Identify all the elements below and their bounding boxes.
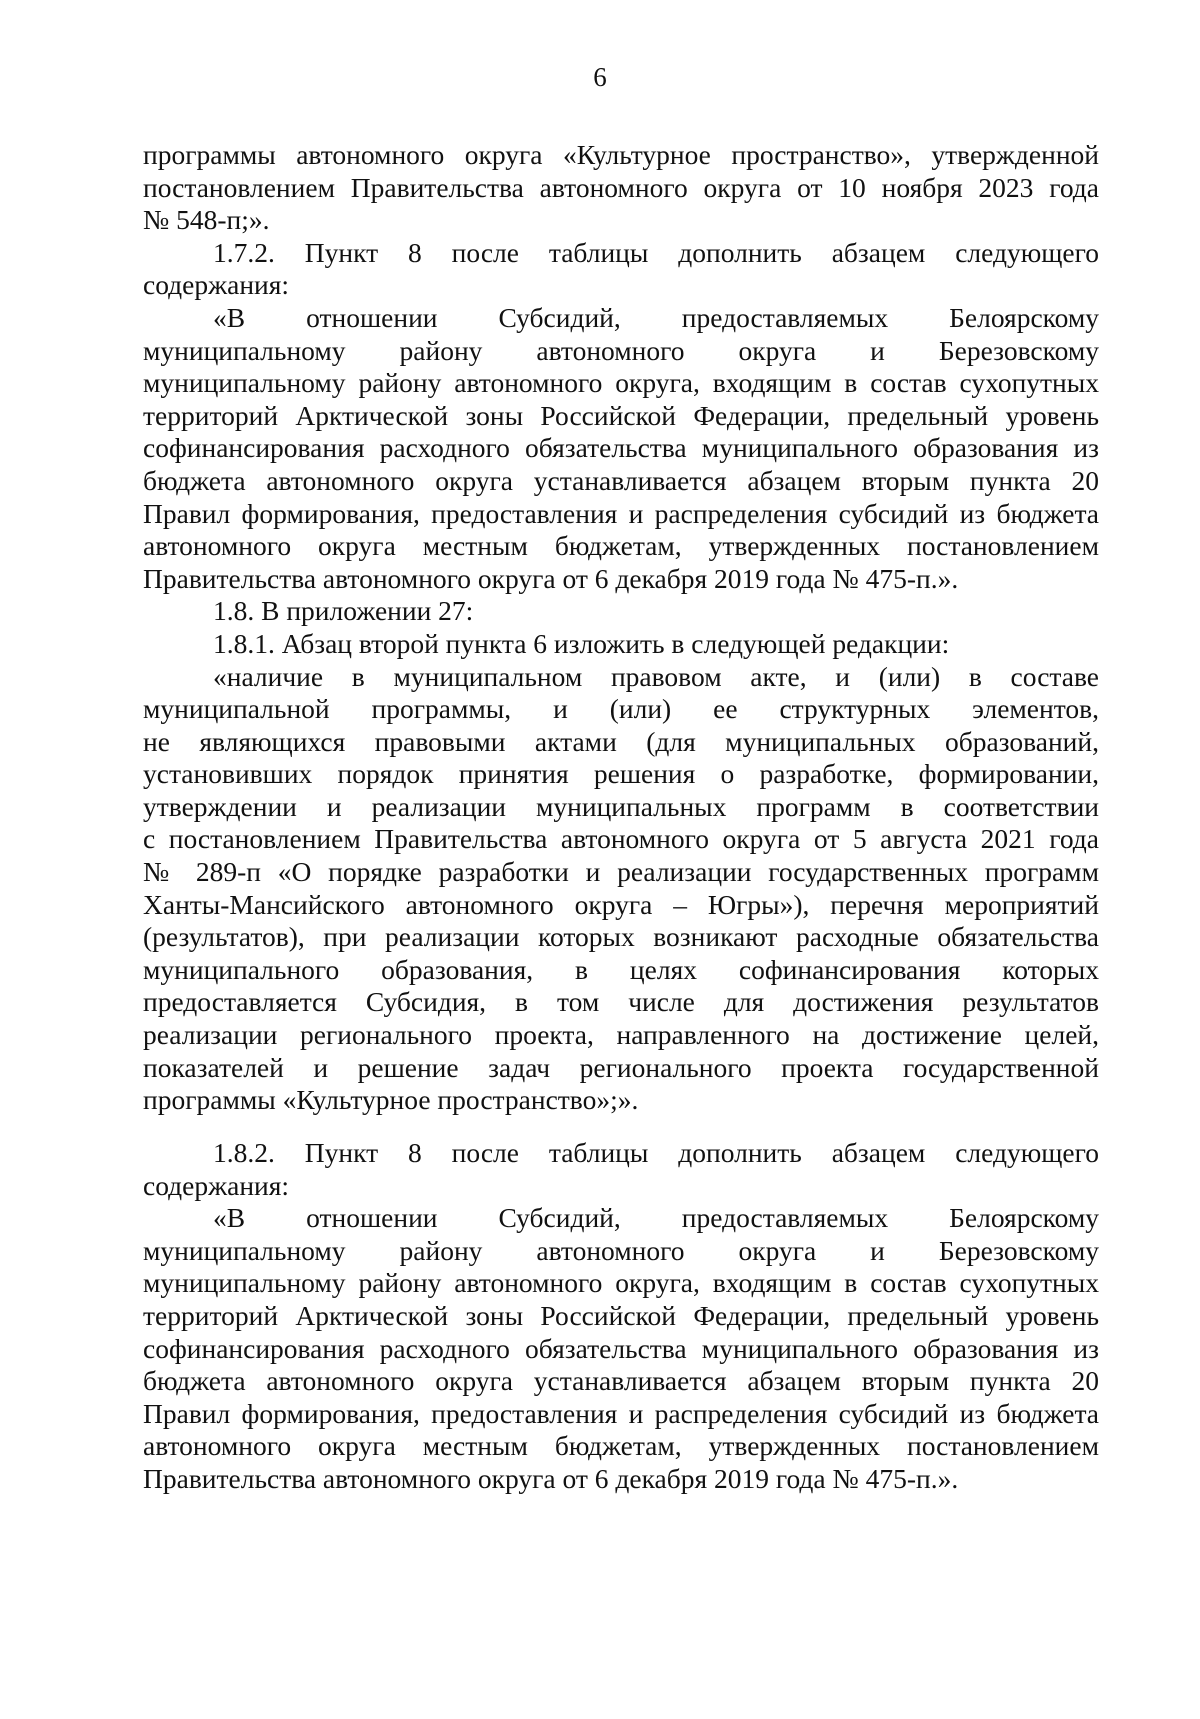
text-line: бюджета автономного округа устанавливается абзацем вторым пункта 20 [143, 464, 1099, 496]
text-line: Правительства автономного округа от 6 декабря 2019 года № 475-п.». [143, 562, 959, 594]
text-line: Ханты-Мансийского автономного округа – Югры»), перечня мероприятий [143, 888, 1099, 920]
text-line: программы «Культурное пространство»;». [143, 1084, 639, 1116]
text-line: муниципальному району автономного округа, входящим в состав сухопутных [143, 1267, 1099, 1299]
text-line: содержания: [143, 1169, 290, 1201]
text-line: «В отношении Субсидий, предоставляемых Белоярскому [213, 301, 1099, 333]
text-line: софинансирования расходного обязательства муниципального образования из [143, 1332, 1099, 1364]
text-line: утверждении и реализации муниципальных программ в соответствии [143, 790, 1099, 822]
document-body-lower [143, 1137, 1099, 1496]
text-line: показателей и решение задач регионального проекта государственной [143, 1051, 1099, 1083]
text-line: (результатов), при реализации которых возникают расходные обязательства [143, 921, 1099, 953]
text-line: муниципального образования, в целях софинансирования которых [143, 953, 1099, 985]
text-line: «В отношении Субсидий, предоставляемых Белоярскому [213, 1202, 1099, 1234]
text-line: бюджета автономного округа устанавливается абзацем вторым пункта 20 [143, 1365, 1099, 1397]
text-line: предоставляется Субсидия, в том числе для достижения результатов [143, 986, 1099, 1018]
text-line: реализации регионального проекта, направленного на достижение целей, [143, 1019, 1099, 1051]
page-number: 6 [593, 62, 607, 92]
text-line: 1.7.2. Пункт 8 после таблицы дополнить абзацем следующего [213, 236, 1099, 268]
text-line: постановлением Правительства автономного округа от 10 ноября 2023 года [143, 171, 1099, 203]
text-line: софинансирования расходного обязательства муниципального образования из [143, 432, 1099, 464]
text-line: содержания: [143, 269, 290, 301]
text-line: не являющихся правовыми актами (для муниципальных образований, [143, 725, 1099, 757]
document-body-upper [143, 139, 1099, 1117]
text-line: 1.8.1. Абзац второй пункта 6 изложить в следующей редакции: [213, 627, 950, 659]
text-line: муниципальной программы, и (или) ее структурных элементов, [143, 693, 1099, 725]
text-line: территорий Арктической зоны Российской Федерации, предельный уровень [143, 1299, 1099, 1331]
text-line: муниципальному району автономного округа и Березовскому [143, 1234, 1099, 1266]
text-line: № 548-п;». [143, 204, 270, 236]
text-line: Правительства автономного округа от 6 декабря 2019 года № 475-п.». [143, 1462, 959, 1494]
text-line: 1.8.2. Пункт 8 после таблицы дополнить абзацем следующего [213, 1137, 1099, 1168]
text-line: муниципальному району автономного округа, входящим в состав сухопутных [143, 367, 1099, 399]
text-line: программы автономного округа «Культурное пространство», утвержденной [143, 139, 1099, 170]
text-line: 1.8. В приложении 27: [213, 595, 474, 627]
text-line: муниципальному району автономного округа и Березовскому [143, 334, 1099, 366]
text-line: Правил формирования, предоставления и распределения субсидий из бюджета [143, 497, 1099, 529]
text-line: автономного округа местным бюджетам, утвержденных постановлением [143, 1430, 1099, 1462]
text-line: «наличие в муниципальном правовом акте, и (или) в составе [213, 660, 1099, 692]
text-line: автономного округа местным бюджетам, утвержденных постановлением [143, 530, 1099, 562]
text-line: установивших порядок принятия решения о разработке, формировании, [143, 758, 1099, 790]
text-line: территорий Арктической зоны Российской Федерации, предельный уровень [143, 399, 1099, 431]
text-line: № 289-п «О порядке разработки и реализации государственных программ [143, 856, 1099, 888]
text-line: с постановлением Правительства автономного округа от 5 августа 2021 года [143, 823, 1099, 855]
text-line: Правил формирования, предоставления и распределения субсидий из бюджета [143, 1397, 1099, 1429]
